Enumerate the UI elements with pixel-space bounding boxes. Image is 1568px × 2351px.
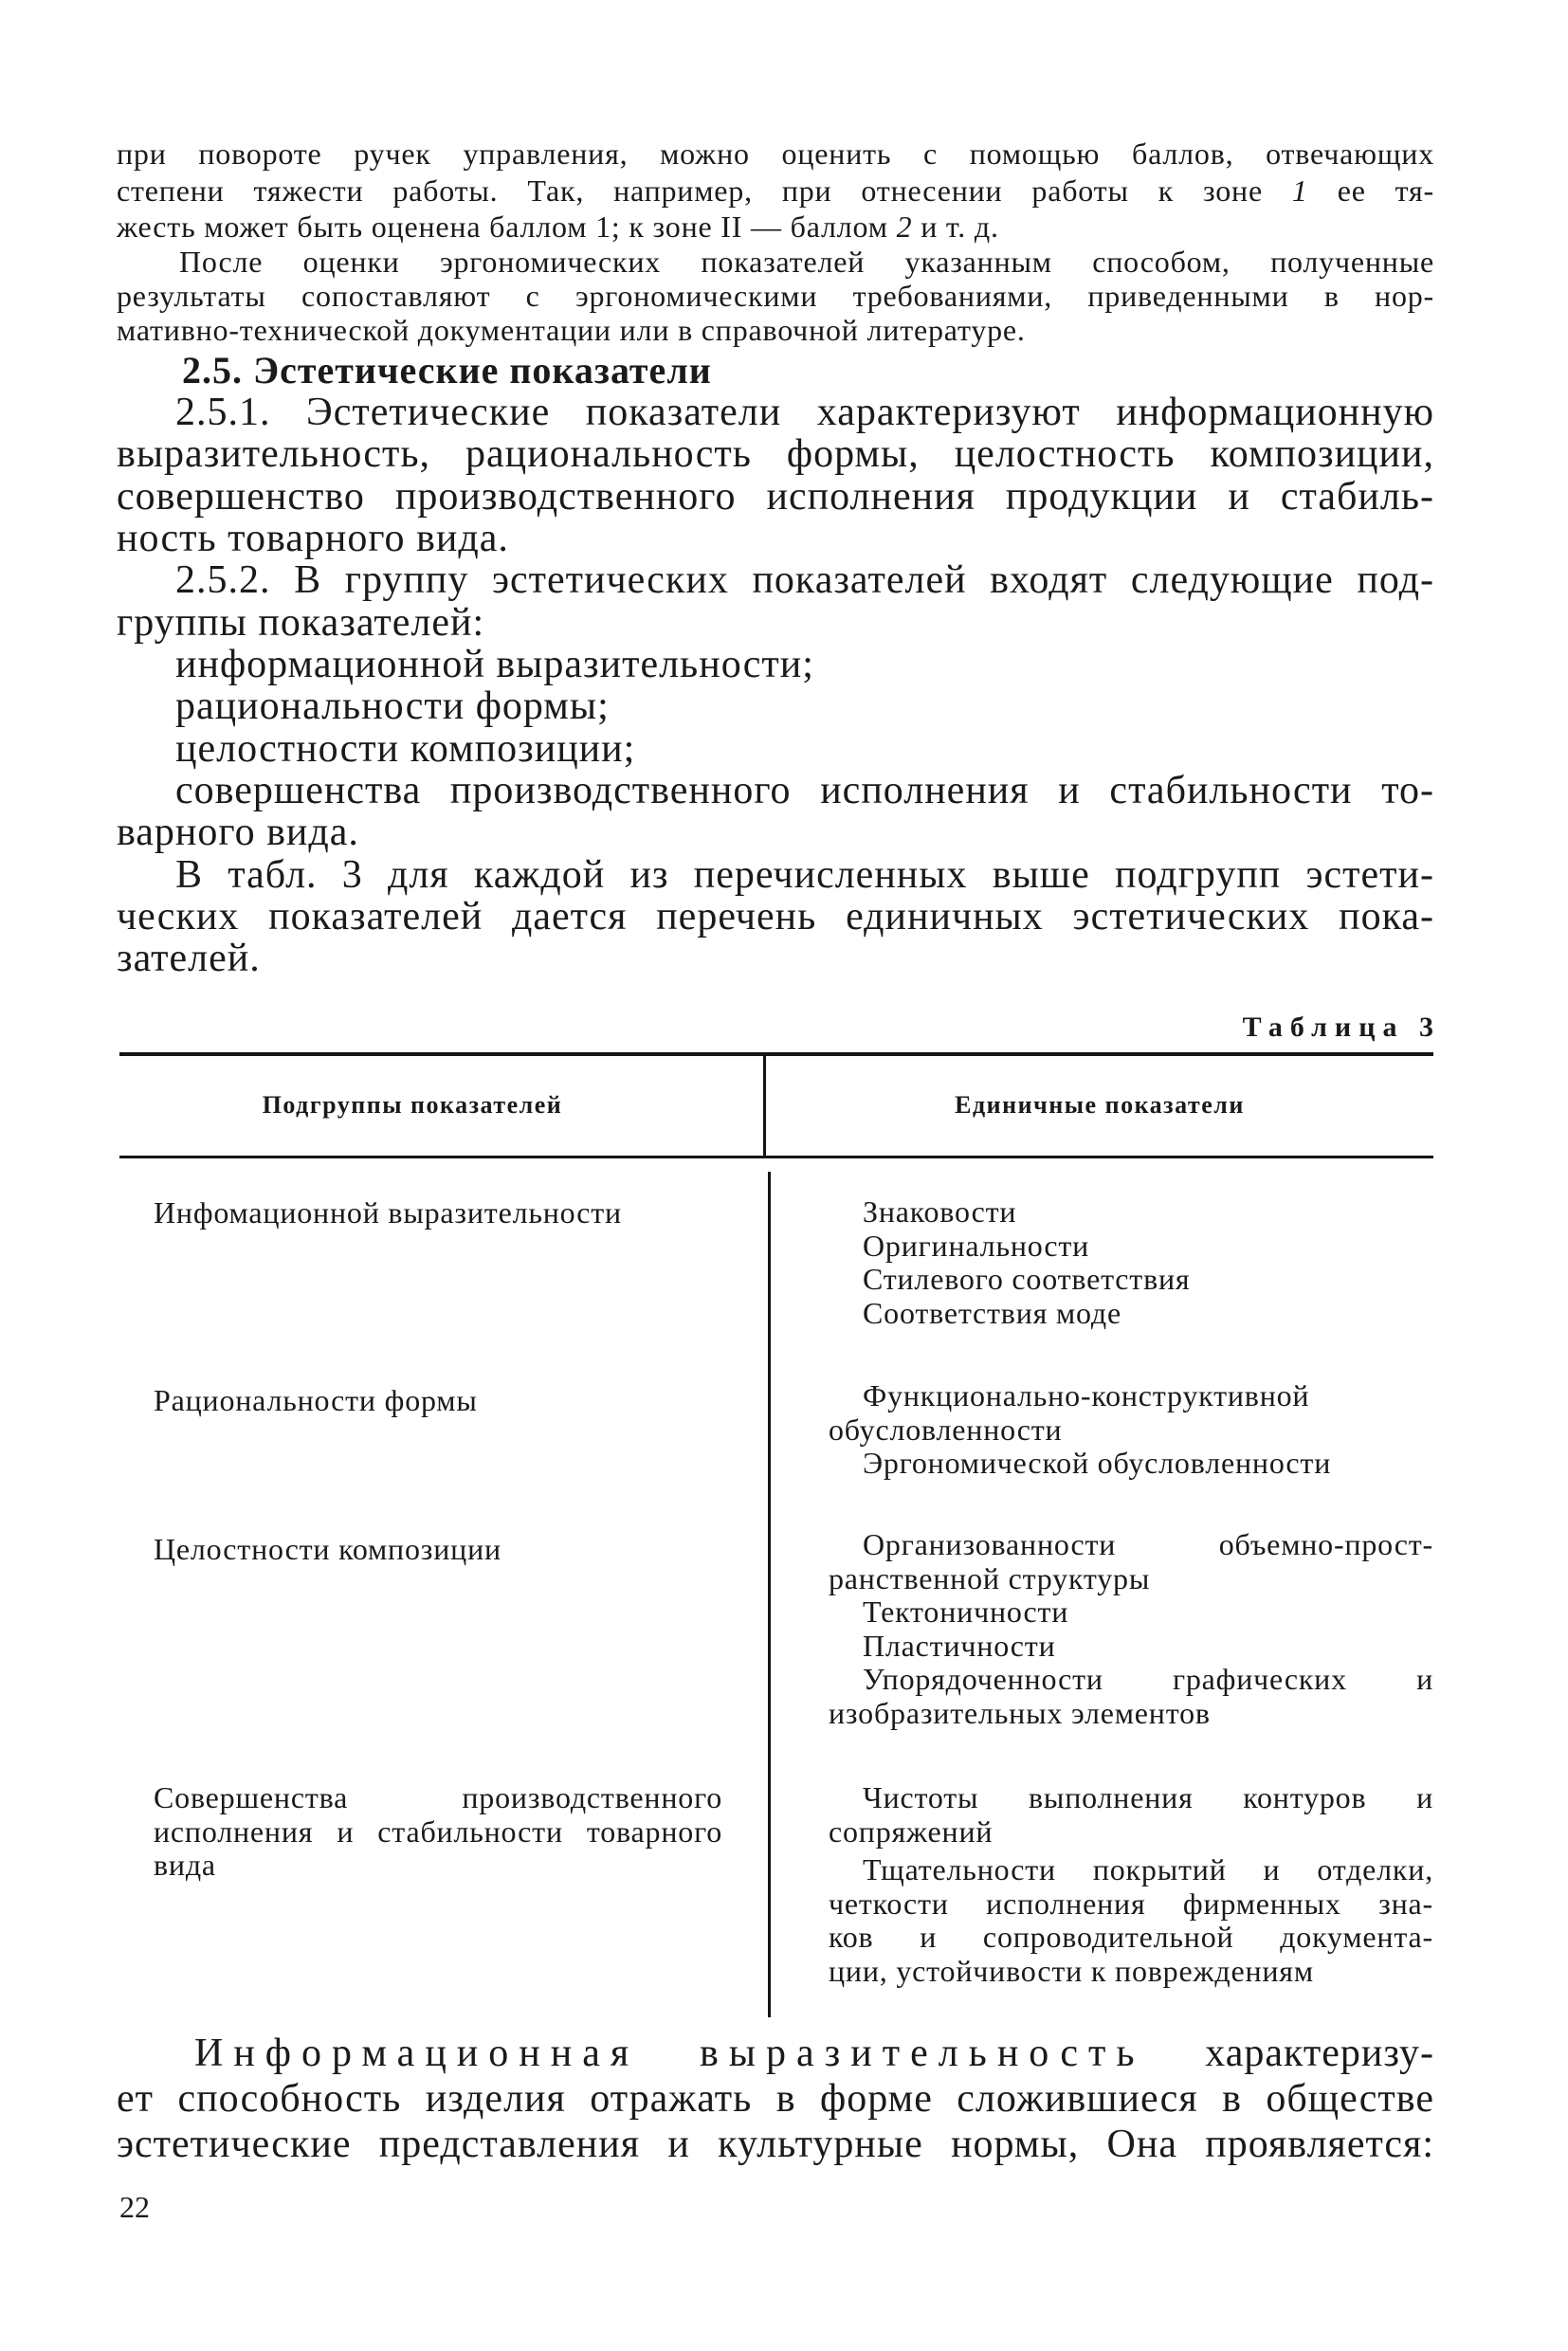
- spaced-term: Информационная: [194, 2032, 640, 2075]
- text-line: результаты сопоставляют с эргономическими требованиями, приведенными в нор-: [117, 279, 1434, 313]
- paragraph-table-reference: [117, 854, 1434, 980]
- indicator-line: Функционально-конструктивной: [863, 1378, 1310, 1412]
- subgroup-line: Рациональности формы: [154, 1383, 478, 1417]
- indicator-line: Пластичности: [863, 1628, 1056, 1663]
- text-line: 2.5.2. В группу эстетических показателей входят следующие под-: [175, 558, 1434, 603]
- body-column-divider: [768, 1172, 771, 2017]
- section-heading: 2.5. Эстетические показатели: [182, 349, 712, 392]
- indicator-item: [829, 1447, 1433, 1481]
- text-span: степени тяжести работы. Так, например, при отнесении работы к зоне: [117, 173, 1263, 208]
- section-body: [117, 392, 1434, 980]
- text-line: выразительность, рациональность формы, целостность композиции,: [117, 432, 1434, 477]
- indicator-item: [829, 1528, 1433, 1595]
- indicator-item: [829, 1379, 1433, 1447]
- indicator-item: [829, 1297, 1433, 1331]
- indicator-item: [829, 1595, 1433, 1630]
- table-caption: Таблица 3: [1242, 1011, 1441, 1043]
- indicator-line: Эргономической обусловленности: [863, 1446, 1332, 1480]
- subgroup-line: Инфомационной выразительности: [154, 1195, 622, 1230]
- subgroup-line: вида: [154, 1848, 216, 1882]
- indicator-line: Соответствия моде: [863, 1295, 1121, 1330]
- indicator-line: Тщательности покрытий и отделки,: [863, 1852, 1433, 1886]
- text-line: [117, 136, 1434, 173]
- text-span: при повороте ручек управления, можно оценить с помощью баллов, отвечающих: [117, 137, 1434, 171]
- indicator-line: Оригинальности: [863, 1228, 1090, 1263]
- text-line: эстетические представления и культурные нормы, Она проявляется:: [117, 2123, 1434, 2166]
- subgroup-cell: [154, 1781, 722, 1883]
- text-line: В табл. 3 для каждой из перечисленных выше подгрупп эстети-: [175, 852, 1434, 897]
- indicator-line: Знаковости: [863, 1194, 1017, 1229]
- indicator-item: [829, 1195, 1433, 1230]
- indicator-line: Чистоты выполнения контуров и: [863, 1780, 1433, 1814]
- subgroups-list: [117, 644, 1434, 854]
- list-item: информационной выразительности;: [175, 643, 814, 687]
- indicator-line: Упорядоченности графических и: [863, 1662, 1433, 1696]
- text-line: ность товарного вида.: [117, 517, 509, 561]
- text-span: ее тя-: [1337, 173, 1434, 208]
- text-span: и т. д.: [921, 210, 999, 244]
- closing-paragraph: [117, 2031, 1434, 2167]
- subgroup-cell: [154, 1196, 722, 1230]
- text-line: ет способность изделия отражать в форме сложившиеся в обществе: [117, 2077, 1434, 2121]
- indicator-line: Стилевого соответствия: [863, 1262, 1191, 1296]
- table-top-rule: [119, 1052, 1433, 1056]
- list-item: совершенства производственного исполнения и стабильности то-: [175, 769, 1434, 813]
- text-span: жесть может быть оценена баллом 1; к зоне II — баллом: [117, 210, 888, 244]
- intro-paragraph-1: [117, 136, 1434, 246]
- indicators-cell: [829, 1379, 1433, 1481]
- indicator-line: Тектоничности: [863, 1595, 1069, 1629]
- indicator-line: ранственной структуры: [829, 1560, 1151, 1595]
- text-line: зателей.: [117, 937, 261, 981]
- paragraph-2-5-2: [117, 559, 1434, 644]
- indicator-item: [829, 1853, 1433, 1988]
- indicator-line: сопряжений: [829, 1813, 994, 1849]
- page-number: 22: [119, 2190, 150, 2224]
- text-line: 2.5.1. Эстетические показатели характеризуют информационную: [175, 391, 1434, 434]
- text-line: мативно-технической документации или в справочной литературе.: [117, 313, 1026, 347]
- header-indicators: Единичные показатели: [955, 1091, 1245, 1119]
- subgroup-line: Целостности композиции: [154, 1532, 501, 1566]
- intro-paragraph-2: [117, 245, 1434, 347]
- table-header-rule: [119, 1156, 1433, 1158]
- subgroup-line: Совершенства производственного: [154, 1780, 722, 1814]
- text-line: [117, 173, 1434, 210]
- text-line: [117, 2031, 1434, 2076]
- indicators-cell: [829, 1781, 1433, 1988]
- indicators-cell: [829, 1528, 1433, 1730]
- text-line: ческих показателей дается перечень единичных эстетических пока-: [117, 895, 1434, 939]
- text-line: После оценки эргономических показателей указанным способом, полученные: [179, 245, 1434, 279]
- subgroup-cell: [154, 1384, 722, 1418]
- text-line: совершенство производственного исполнения продукции и стабиль-: [117, 474, 1434, 519]
- spaced-term: выразительность: [699, 2032, 1145, 2075]
- indicator-line: ков и сопроводительной документа-: [829, 1920, 1433, 1954]
- indicator-item: [829, 1630, 1433, 1664]
- list-item-continuation: варного вида.: [117, 811, 359, 855]
- indicator-item: [829, 1263, 1433, 1297]
- indicator-line: четкости исполнения фирменных зна-: [829, 1886, 1433, 1921]
- italic-number: 1: [1291, 173, 1308, 208]
- indicator-line: обусловленности: [829, 1412, 1063, 1447]
- subgroup-cell: [154, 1533, 722, 1567]
- subgroup-line: исполнения и стабильности товарного: [154, 1813, 722, 1849]
- indicator-line: изобразительных элементов: [829, 1695, 1211, 1730]
- text-line: группы показателей:: [117, 600, 485, 645]
- list-item: целостности композиции;: [175, 726, 636, 771]
- indicators-cell: [829, 1195, 1433, 1330]
- indicator-line: ции, устойчивости к повреждениям: [829, 1953, 1314, 1988]
- indicator-item: [829, 1663, 1433, 1730]
- indicator-item: [829, 1781, 1433, 1849]
- paragraph-2-5-1: [117, 392, 1434, 559]
- text-line: [117, 209, 1434, 246]
- text-span: характеризу-: [1205, 2032, 1435, 2075]
- indicator-item: [829, 1230, 1433, 1264]
- list-item: рациональности формы;: [175, 684, 610, 729]
- italic-number: 2: [896, 210, 913, 244]
- header-subgroups: Подгруппы показателей: [262, 1091, 563, 1119]
- indicator-line: Организованности объемно-прост-: [863, 1527, 1433, 1561]
